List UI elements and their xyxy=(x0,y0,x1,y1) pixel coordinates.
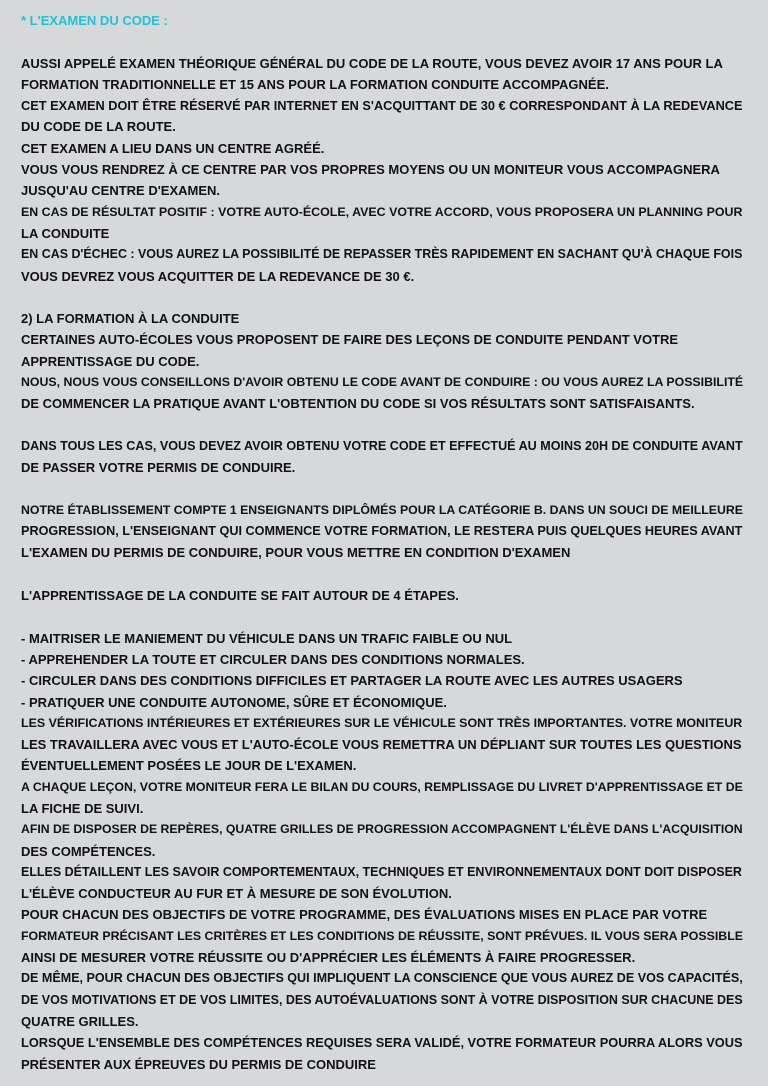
text-line: LA CONDUITE xyxy=(21,225,110,241)
text-line: NOTRE ÉTABLISSEMENT COMPTE 1 ENSEIGNANTS DIPLÔMÉS POUR LA CATÉGORIE B. DANS UN SOUCI DE MEILLEURE xyxy=(21,502,743,517)
text-line: DANS TOUS LES CAS, VOUS DEVEZ AVOIR OBTENU VOTRE CODE ET EFFECTUÉ AU MOINS 20H DE CONDUITE AVANT xyxy=(21,438,743,453)
blank-line xyxy=(21,415,737,436)
blank-line xyxy=(21,287,737,308)
text-line: DES COMPÉTENCES. xyxy=(21,843,156,859)
text-line: CERTAINES AUTO-ÉCOLES VOUS PROPOSENT DE FAIRE DES LEÇONS DE CONDUITE PENDANT VOTRE xyxy=(21,332,679,348)
text-line: ELLES DÉTAILLENT LES SAVOIR COMPORTEMENTAUX, TECHNIQUES ET ENVIRONNEMENTAUX DONT DOIT DISPOSER xyxy=(21,864,742,879)
text-line: PRÉSENTER AUX ÉPREUVES DU PERMIS DE CONDUIRE xyxy=(21,1056,376,1072)
text-line: FORMATION TRADITIONNELLE ET 15 ANS POUR LA FORMATION CONDUITE ACCOMPAGNÉE. xyxy=(21,76,609,92)
text-line: JUSQU'AU CENTRE D'EXAMEN. xyxy=(21,183,221,199)
text-line: VOUS DEVREZ VOUS ACQUITTER DE LA REDEVANCE DE 30 €. xyxy=(21,268,415,284)
section-heading: * L'EXAMEN DU CODE : xyxy=(21,13,168,28)
text-line: PROGRESSION, L'ENSEIGNANT QUI COMMENCE VOTRE FORMATION, LE RESTERA PUIS QUELQUES HEURES AVANT xyxy=(21,524,743,539)
text-line: A CHAQUE LEÇON, VOTRE MONITEUR FERA LE BILAN DU COURS, REMPLISSAGE DU LIVRET D'APPRENTISSAGE ET DE xyxy=(21,779,743,794)
text-line: 2) LA FORMATION À LA CONDUITE xyxy=(21,311,240,327)
text-line: CET EXAMEN A LIEU DANS UN CENTRE AGRÉÉ. xyxy=(21,140,325,156)
text-line: EN CAS D'ÉCHEC : VOUS AUREZ LA POSSIBILITÉ DE REPASSER TRÈS RAPIDEMENT EN SACHANT QU'À CHAQUE FOIS xyxy=(21,247,743,262)
document-body xyxy=(21,10,744,1075)
text-line: AUSSI APPELÉ EXAMEN THÉORIQUE GÉNÉRAL DU CODE DE LA ROUTE, VOUS DEVEZ AVOIR 17 ANS POUR LA xyxy=(21,55,723,71)
blank-line xyxy=(21,479,737,500)
text-line: L'APPRENTISSAGE DE LA CONDUITE SE FAIT AUTOUR DE 4 ÉTAPES. xyxy=(21,588,459,604)
text-line: POUR CHACUN DES OBJECTIFS DE VOTRE PROGRAMME, DES ÉVALUATIONS MISES EN PLACE PAR VOTRE xyxy=(21,907,708,923)
text-line: CET EXAMEN DOIT ÊTRE RÉSERVÉ PAR INTERNET EN S'ACQUITTANT DE 30 € CORRESPONDANT À LA REDEVANCE xyxy=(21,98,743,114)
text-line: DU CODE DE LA ROUTE. xyxy=(21,119,176,135)
text-line: AFIN DE DISPOSER DE REPÈRES, QUATRE GRILLES DE PROGRESSION ACCOMPAGNENT L'ÉLÈVE DANS L'ACQUISITION xyxy=(21,822,743,837)
text-line: ÉVENTUELLEMENT POSÉES LE JOUR DE L'EXAMEN. xyxy=(21,758,357,774)
text-lines xyxy=(21,31,744,1075)
text-line: LORSQUE L'ENSEMBLE DES COMPÉTENCES REQUISES SERA VALIDÉ, VOTRE FORMATEUR POURRA ALORS VOUS xyxy=(21,1035,743,1051)
text-line: LES TRAVAILLERA AVEC VOUS ET L'AUTO-ÉCOLE VOUS REMETTRA UN DÉPLIANT SUR TOUTES LES QUESTIONS xyxy=(21,737,742,753)
text-line: VOUS VOUS RENDREZ À CE CENTRE PAR VOS PROPRES MOYENS OU UN MONITEUR VOUS ACCOMPAGNERA xyxy=(21,162,720,178)
text-line: EN CAS DE RÉSULTAT POSITIF : VOTRE AUTO-ÉCOLE, AVEC VOTRE ACCORD, VOUS PROPOSERA UN PLANNING POUR xyxy=(21,204,743,219)
text-line: DE PASSER VOTRE PERMIS DE CONDUIRE. xyxy=(21,460,296,476)
text-line: - MAITRISER LE MANIEMENT DU VÉHICULE DANS UN TRAFIC FAIBLE OU NUL xyxy=(21,630,513,646)
text-line: NOUS, NOUS VOUS CONSEILLONS D'AVOIR OBTENU LE CODE AVANT DE CONDUIRE : OU VOUS AUREZ LA POSSIBILITÉ xyxy=(21,375,744,390)
text-line: LA FICHE DE SUIVI. xyxy=(21,800,144,816)
text-line: APPRENTISSAGE DU CODE. xyxy=(21,353,200,369)
text-line: L'ÉLÈVE CONDUCTEUR AU FUR ET À MESURE DE SON ÉVOLUTION. xyxy=(21,886,452,902)
text-line: DE VOS MOTIVATIONS ET DE VOS LIMITES, DES AUTOÉVALUATIONS SONT À VOTRE DISPOSITION SUR CHACUNE DES xyxy=(21,992,743,1007)
blank-line xyxy=(21,606,737,627)
text-line: L'EXAMEN DU PERMIS DE CONDUIRE, POUR VOUS METTRE EN CONDITION D'EXAMEN xyxy=(21,545,571,561)
text-line: DE MÊME, POUR CHACUN DES OBJECTIFS QUI IMPLIQUENT LA CONSCIENCE QUE VOUS AUREZ DE VOS CAPACITÉS, xyxy=(21,971,743,986)
text-line: AINSI DE MESURER VOTRE RÉUSSITE OU D'APPRÉCIER LES ÉLÉMENTS À FAIRE PROGRESSER. xyxy=(21,950,636,966)
text-line: - APPREHENDER LA TOUTE ET CIRCULER DANS DES CONDITIONS NORMALES. xyxy=(21,651,525,667)
text-line: LES VÉRIFICATIONS INTÉRIEURES ET EXTÉRIEURES SUR LE VÉHICULE SONT TRÈS IMPORTANTES. VOTRE MONITEUR xyxy=(21,715,743,730)
blank-line xyxy=(21,564,737,585)
text-line: QUATRE GRILLES. xyxy=(21,1013,139,1029)
text-line: - CIRCULER DANS DES CONDITIONS DIFFICILES ET PARTAGER LA ROUTE AVEC LES AUTRES USAGERS xyxy=(21,673,683,689)
blank-line xyxy=(21,31,737,52)
text-line: - PRATIQUER UNE CONDUITE AUTONOME, SÛRE ET ÉCONOMIQUE. xyxy=(21,694,447,710)
text-line: DE COMMENCER LA PRATIQUE AVANT L'OBTENTION DU CODE SI VOS RÉSULTATS SONT SATISFAISANTS. xyxy=(21,396,695,412)
text-line: FORMATEUR PRÉCISANT LES CRITÈRES ET LES CONDITIONS DE RÉUSSITE, SONT PRÉVUES. IL VOUS SERA POSSIBLE xyxy=(21,928,743,943)
